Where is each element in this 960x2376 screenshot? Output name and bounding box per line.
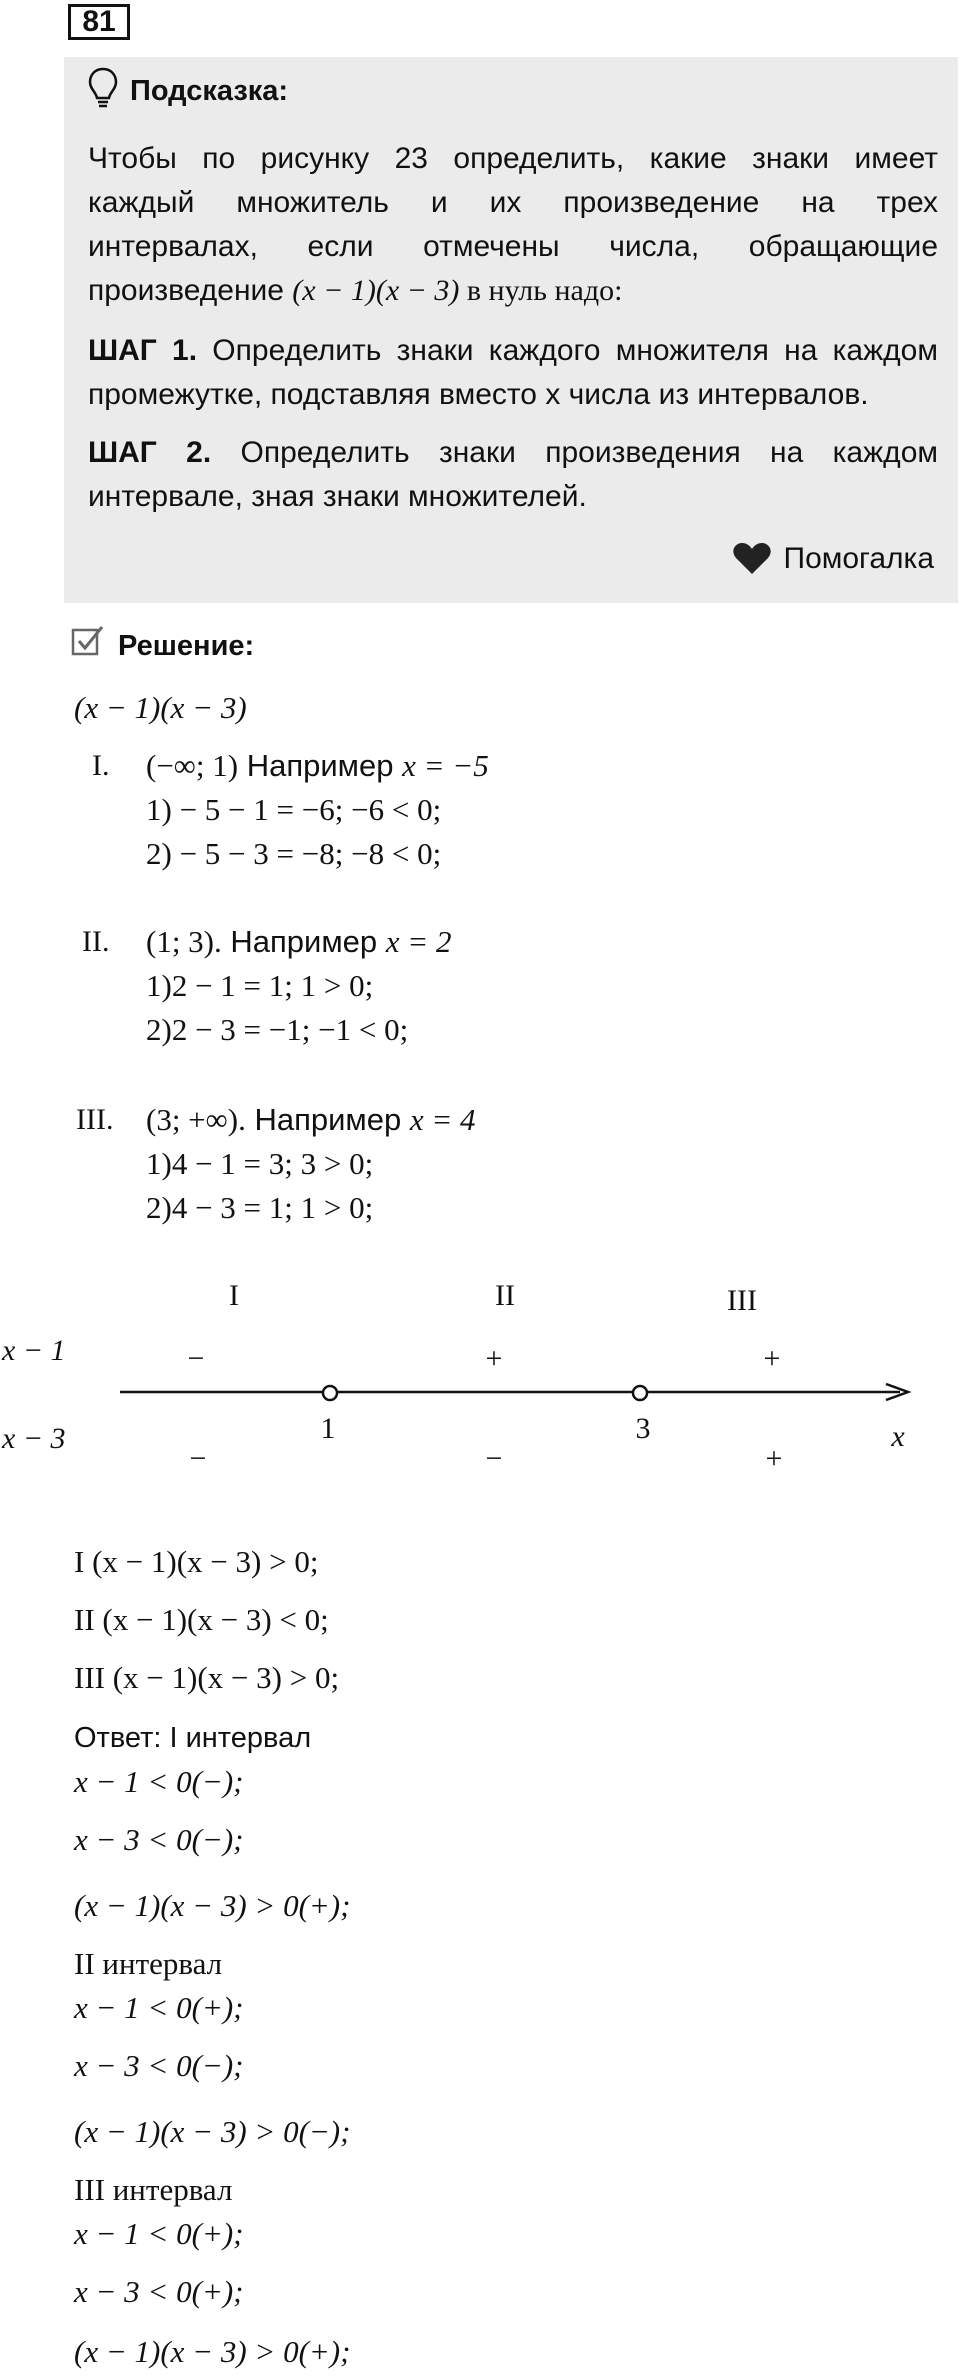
hint-line-suffix: в нуль надо: [459, 274, 623, 307]
calc-line: 1)4 − 1 = 3; 3 > 0; [146, 1146, 374, 1181]
hint-math: (x − 1)(x − 3) [292, 274, 460, 307]
sign-row2-interval3: + [765, 1442, 783, 1475]
calc-line: 2)4 − 3 = 1; 1 > 0; [146, 1190, 374, 1225]
hint-panel [64, 57, 958, 603]
interval-range: (−∞; 1) [146, 748, 239, 783]
hint-step-1 [88, 329, 938, 417]
step2-text: Определить знаки произведения на каждом интервале, зная знаки множителей. [88, 436, 938, 513]
interval-roman: II. [82, 925, 110, 958]
answer-line: (x − 1)(x − 3) > 0(−); [74, 2114, 351, 2149]
hint-step-2 [88, 431, 938, 519]
sign-row1-interval2: + [485, 1342, 503, 1375]
row-label-x-minus-3: x − 3 [2, 1422, 66, 1455]
hint-title: Подсказка: [130, 75, 289, 107]
interval-label-3: III [727, 1284, 757, 1317]
conclusion-line: II (x − 1)(x − 3) < 0; [74, 1602, 329, 1637]
answer-label: Ответ: I интервал [74, 1722, 312, 1754]
example-label: Например [238, 748, 403, 783]
step1-label: ШАГ 1. [88, 334, 198, 367]
point-1 [323, 1386, 337, 1400]
hint-line-prefix: произведение [88, 274, 293, 307]
interval-heading [146, 744, 489, 788]
conclusion-line: I (x − 1)(x − 3) > 0; [74, 1544, 319, 1579]
answer-line: (x − 1)(x − 3) > 0(+); [74, 2334, 351, 2369]
interval-roman: III. [76, 1103, 114, 1136]
sign-row1-interval1: − [187, 1342, 205, 1375]
example-label: Например [221, 924, 386, 959]
point-label-1: 1 [320, 1412, 336, 1445]
point-label-3: 3 [635, 1412, 651, 1445]
solution-title: Решение: [118, 630, 255, 662]
answer-line: x − 1 < 0(+); [74, 2216, 244, 2251]
interval-label-1: I [229, 1279, 239, 1312]
axis-label-x: x [891, 1420, 905, 1453]
answer-label: II интервал [74, 1946, 223, 1981]
hint-line: Чтобы по рисунку 23 определить, какие знаки имеет [88, 142, 938, 175]
calc-line: 1)2 − 1 = 1; 1 > 0; [146, 968, 374, 1003]
heart-icon [732, 542, 772, 576]
hint-line: каждый множитель и их произведение на трех [88, 186, 938, 219]
sign-row2-interval2: − [485, 1442, 503, 1475]
lightbulb-icon [86, 65, 120, 115]
interval-label-2: II [495, 1279, 515, 1312]
answer-line: (x − 1)(x − 3) > 0(+); [74, 1888, 351, 1923]
sign-number-line [0, 1260, 960, 1480]
example-value: x = −5 [402, 748, 489, 783]
example-value: x = 4 [409, 1102, 476, 1137]
interval-range: (3; +∞). [146, 1102, 246, 1137]
step1-text: Определить знаки каждого множителя на каждом промежутке, подставляя вместо х числа из интервалов. [88, 334, 938, 411]
answer-line: x − 1 < 0(−); [74, 1764, 244, 1799]
calc-line: 2)2 − 3 = −1; −1 < 0; [146, 1012, 409, 1047]
row-label-x-minus-1: x − 1 [2, 1334, 66, 1367]
conclusion-line: III (x − 1)(x − 3) > 0; [74, 1660, 340, 1695]
hint-paragraph [88, 137, 938, 313]
step2-label: ШАГ 2. [88, 436, 212, 469]
example-value: x = 2 [385, 924, 452, 959]
answer-line: x − 3 < 0(+); [74, 2274, 244, 2309]
interval-heading [146, 1098, 476, 1142]
calc-line: 1) − 5 − 1 = −6; −6 < 0; [146, 792, 442, 827]
interval-roman: I. [92, 749, 110, 782]
example-label: Например [245, 1102, 410, 1137]
sign-row2-interval1: − [189, 1442, 207, 1475]
calc-line: 2) − 5 − 3 = −8; −8 < 0; [146, 836, 442, 871]
point-3 [633, 1386, 647, 1400]
checkbox-icon [70, 624, 106, 660]
hint-line: интервалах, если отмечены числа, обращающие [88, 230, 938, 263]
answer-line: x − 3 < 0(−); [74, 2048, 244, 2083]
task-number: 81 [68, 4, 130, 40]
answer-label: III интервал [74, 2172, 233, 2207]
interval-heading [146, 920, 451, 964]
answer-line: x − 3 < 0(−); [74, 1822, 244, 1857]
answer-line: x − 1 < 0(+); [74, 1990, 244, 2025]
brand-name: Помогалка [783, 542, 934, 575]
sign-row1-interval3: + [763, 1342, 781, 1375]
solution-expression: (x − 1)(x − 3) [74, 690, 247, 725]
interval-range: (1; 3). [146, 924, 222, 959]
brand [732, 535, 935, 583]
